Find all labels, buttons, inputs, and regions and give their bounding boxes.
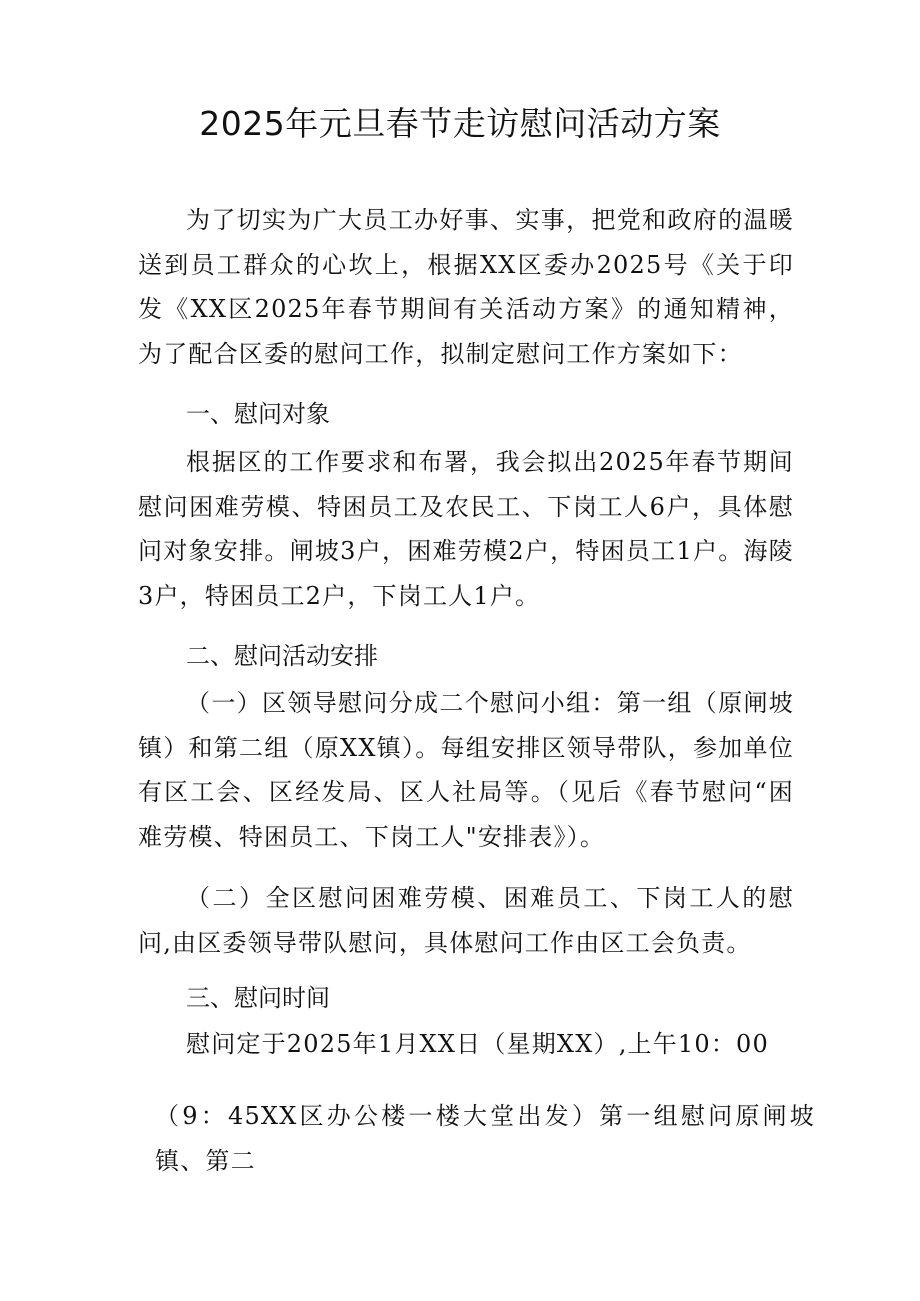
document-title: 2025年元旦春节走访慰问活动方案 xyxy=(199,104,721,143)
arrangement-paragraph-2: （二）全区慰问困难劳模、困难员工、下岗工人的慰问,由区委领导带队慰问，具体慰问工作由区工会负责。 xyxy=(138,884,794,957)
intro-paragraph: 为了切实为广大员工办好事、实事，把党和政府的温暖送到员工群众的心坎上，根据XX区委办2025号《关于印发《XX区2025年春节期间有关活动方案》的通知精神，为了配合区委的慰问工作，拟制定慰问工作方案如下： xyxy=(138,206,794,368)
section-heading-visit-targets: 一、慰问对象 xyxy=(186,400,330,428)
arrangement-paragraph-1: （一）区领导慰问分成二个慰问小组：第一组（原闸坡镇）和第二组（原XX镇）。每组安排区领导带队，参加单位有区工会、区经发局、区人社局等。（见后《春节慰问“困难劳模、特困员工、下岗工人"安排表》）。 xyxy=(138,689,794,851)
section-heading-visit-time: 三、慰问时间 xyxy=(186,984,330,1012)
visit-time-paragraph-2: （9：45XX区办公楼一楼大堂出发）第一组慰问原闸坡镇、第二 xyxy=(155,1102,815,1175)
visit-targets-paragraph: 根据区的工作要求和布署，我会拟出2025年春节期间慰问困难劳模、特困员工及农民工、下岗工人6户，具体慰问对象安排。闸坡3户，困难劳模2户，特困员工1户。海陵3户，特困员工2户，下岗工人1户。 xyxy=(138,448,794,610)
visit-time-paragraph-1: 慰问定于2025年1月XX日（星期XX）,上午10：00 xyxy=(186,1030,769,1058)
section-heading-activity-arrangement: 二、慰问活动安排 xyxy=(186,642,378,670)
